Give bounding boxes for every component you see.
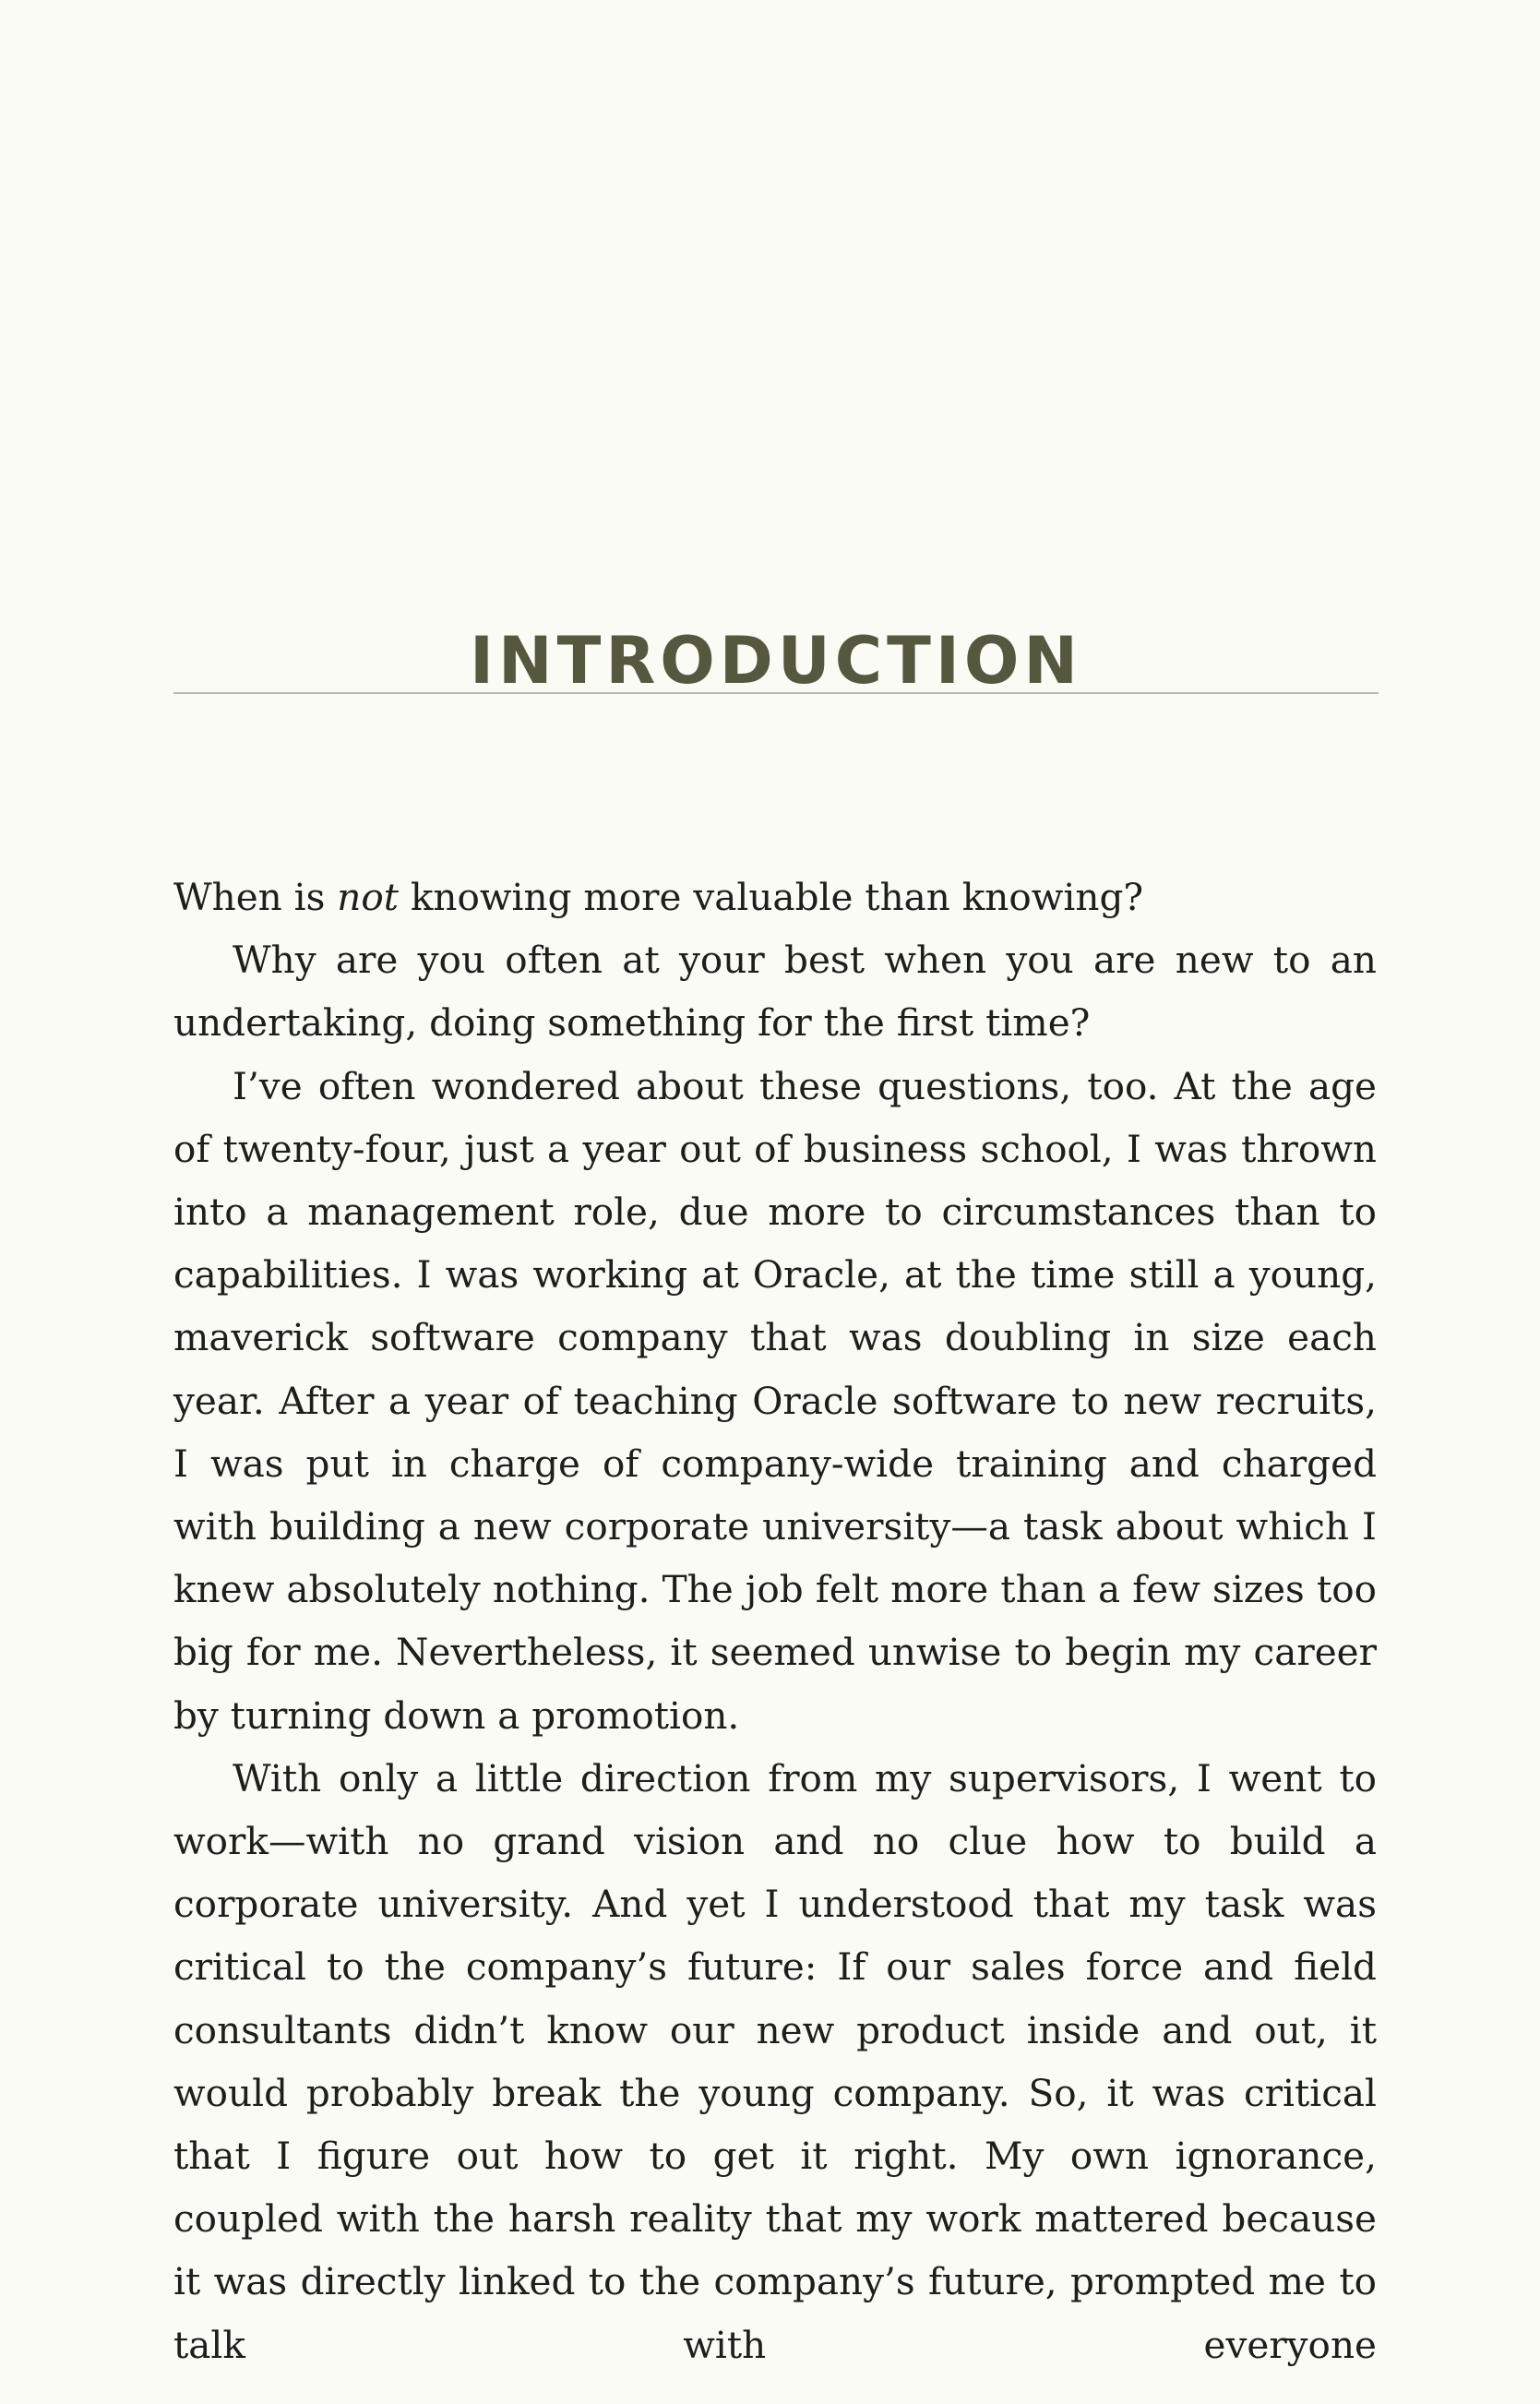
emphasis-not: not [337, 875, 399, 919]
paragraph-2: Why are you often at your best when you are new to an undertaking, doing something for the first time? [173, 938, 1377, 1046]
paragraph-3: I’ve often wondered about these questions, too. At the age of twenty-four, just a year out of business school, I was thrown into a management role, due more to circumstances than to capabilities. I was working at Oracle, at the time still a young, maverick software company that was doubling in size each year. After a year of teaching Oracle software to new recruits, I was put in charge of company-wide training and charged with building a new corporate university—a task about which I knew absolutely nothing. The job felt more than a few sizes too big for me. Nevertheless, it seemed unwise to begin my career by turning down a promotion. [173, 1063, 1377, 1738]
paragraph-1-start: When is [173, 875, 338, 919]
paragraph-4: With only a little direction from my supervisors, I went to work—with no grand vision and no clue how to build a corporate university. And yet I understood that my task was critical to the company’s future: If our sales force and field consultants didn’t know our new product inside and out, it would probably break the young company. So, it was critical that I figure out how to get it right. My own ignorance, coupled with the harsh reality that my work mattered because it was directly linked to the company’s future, prompted me to talk with everyone [173, 1755, 1377, 2367]
chapter-title: INTRODUCTION [470, 623, 1082, 699]
chapter-header [173, 624, 1379, 698]
paragraph-1 [173, 866, 1377, 928]
body-text [173, 866, 1377, 2376]
paragraph-1-end: knowing more valuable than knowing? [399, 875, 1144, 919]
